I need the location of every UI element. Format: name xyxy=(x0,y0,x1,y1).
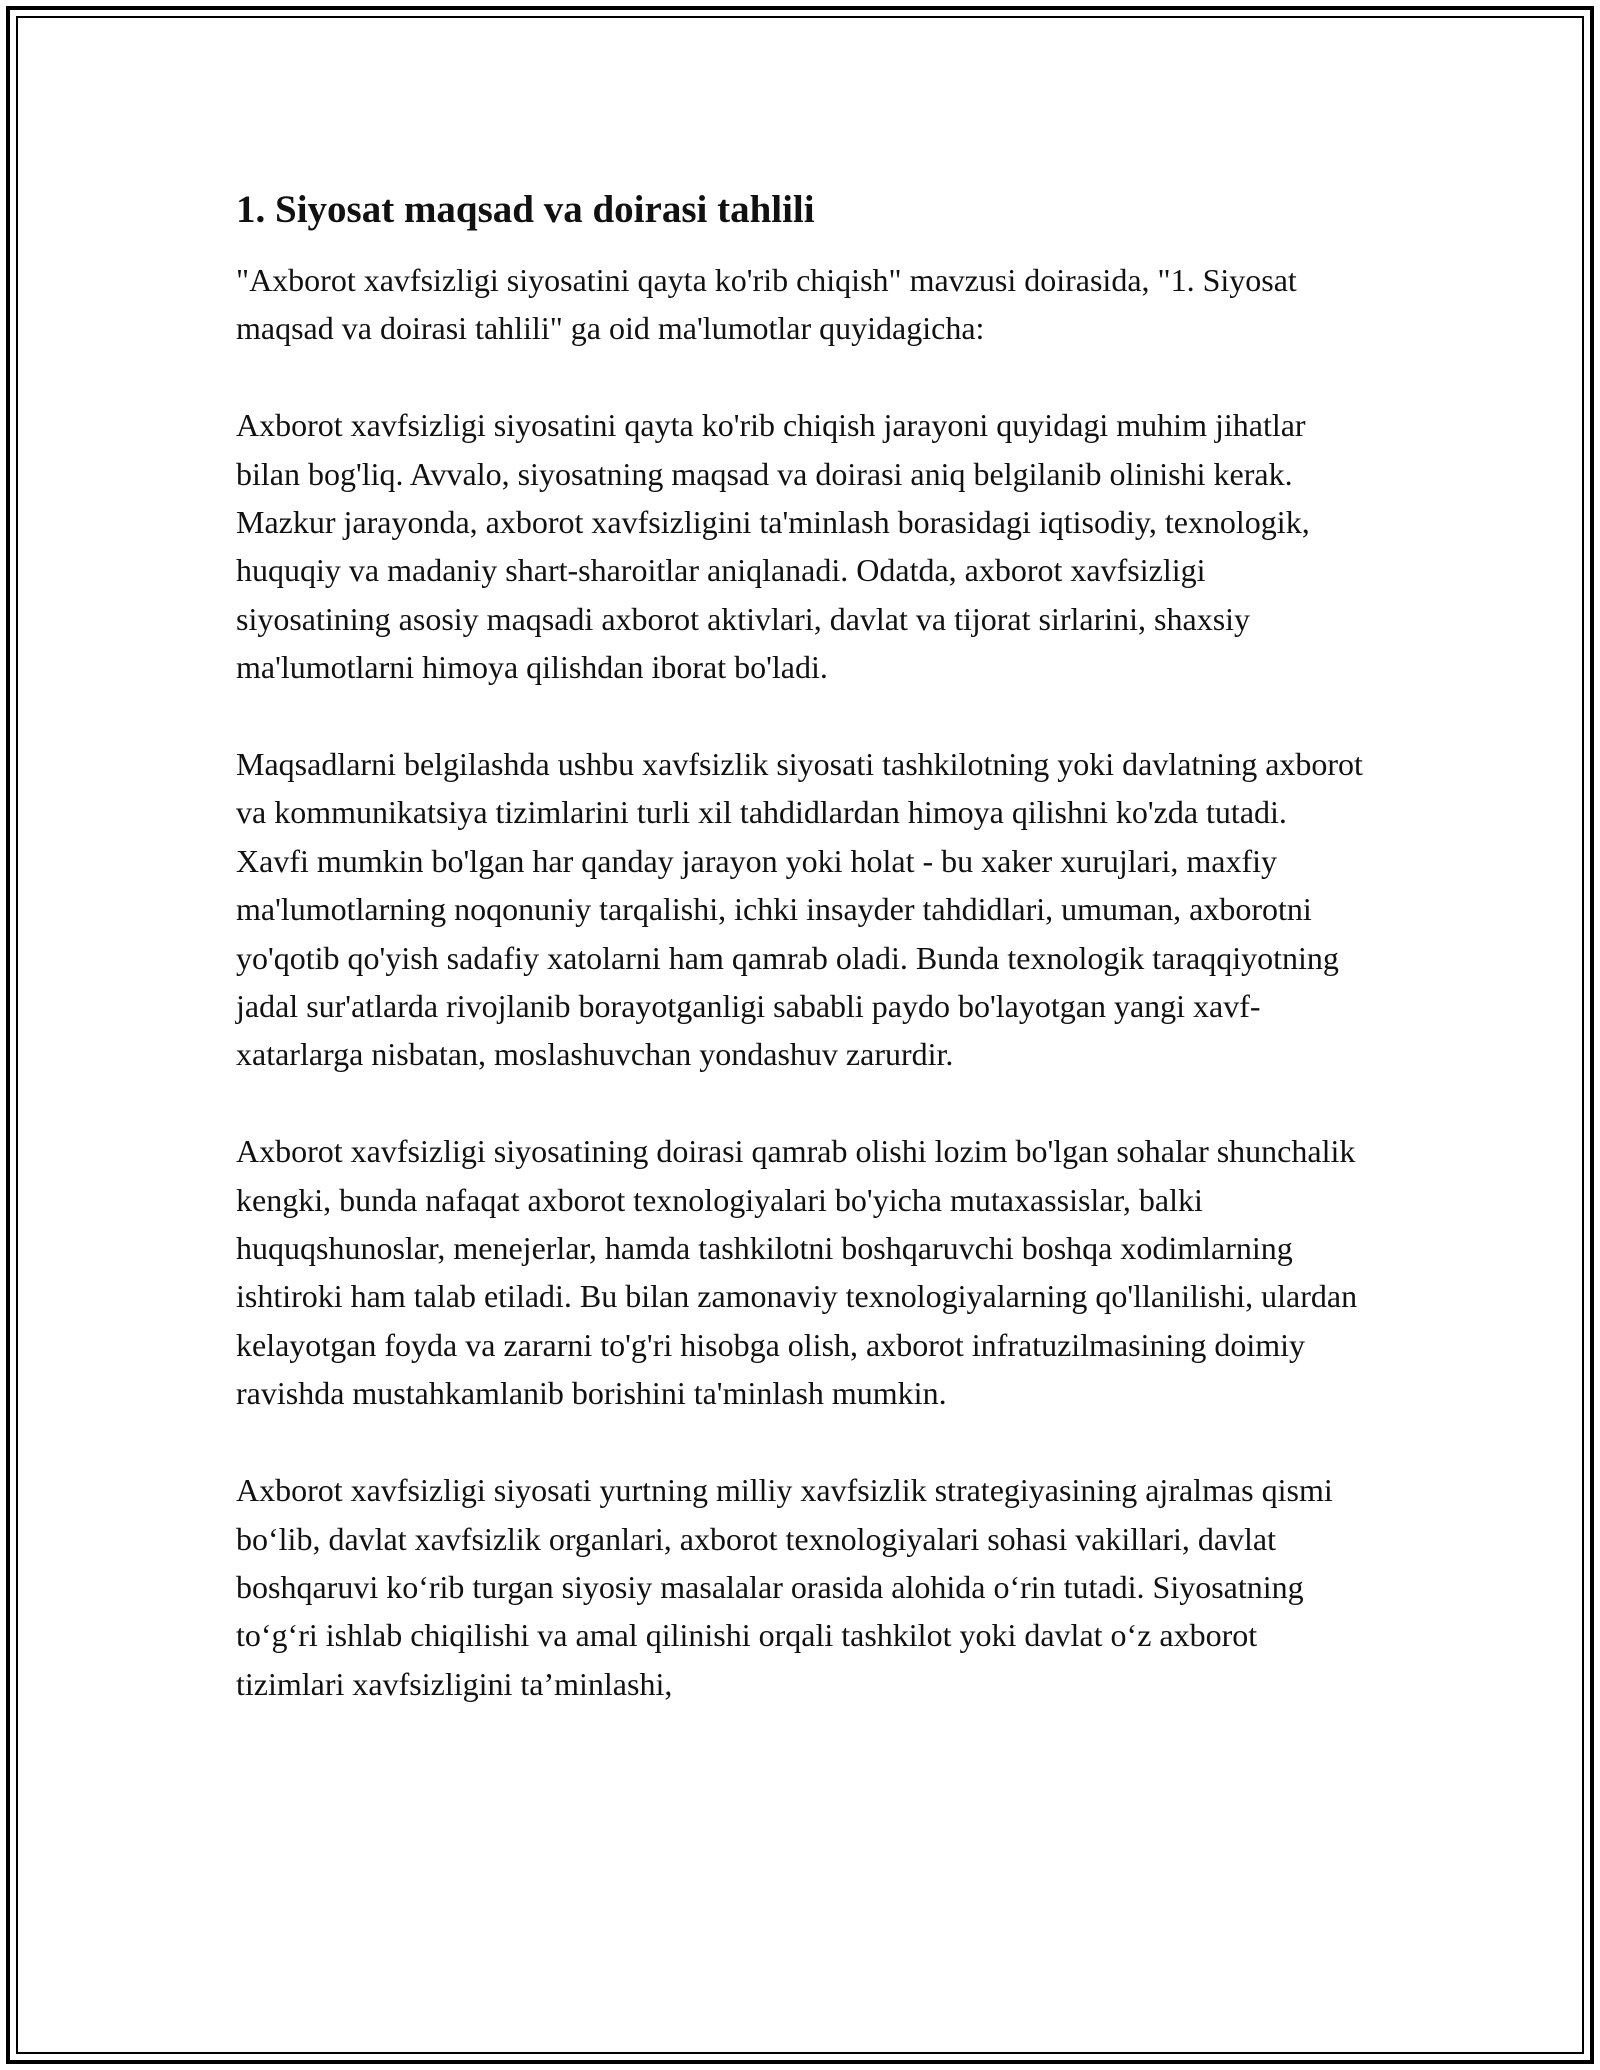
paragraph-3: Axborot xavfsizligi siyosatining doirasi qamrab olishi lozim bo'lgan sohalar shunchalik kengki, bunda nafaqat axborot texnologiyalari bo'yicha mutaxassislar, balki huquqshunoslar, menejerlar, hamda tashkilotni boshqaruvchi boshqa xodimlarning ishtiroki ham talab etiladi. Bu bilan zamonaviy texnologiyalarning qo'llanilishi, ulardan kelayotgan foyda va zararni to'g'ri hisobga olish, axborot infratuzilmasining doimiy ravishda mustahkamlanib borishini ta'minlash mumkin. xyxy=(236,1133,1358,1412)
paragraph-2: Maqsadlarni belgilashda ushbu xavfsizlik siyosati tashkilotning yoki davlatning axborot va kommunikatsiya tizimlarini turli xil tahdidlardan himoya qilishni ko'zda tutadi. Xavfi mumkin bo'lgan har qanday jarayon yoki holat - bu xaker xurujlari, maxfiy ma'lumotlarning noqonuniy tarqalishi, ichki insayder tahdidlari, umuman, axborotni yo'qotib qo'yish sadafiy xatolarni ham qamrab oladi. Bunda texnologik taraqqiyotning jadal sur'atlarda rivojlanib borayotganligi sababli paydo bo'layotgan yangi xavf-xatarlarga nisbatan, moslashuvchan yondashuv zarurdir. xyxy=(236,746,1363,1073)
document-body xyxy=(236,186,1366,1757)
paragraph-intro: "Axborot xavfsizligi siyosatini qayta ko'rib chiqish" mavzusi doirasida, "1. Siyosat maqsad va doirasi tahlili" ga oid ma'lumotlar quyidagicha: xyxy=(236,262,1297,347)
paragraph-4: Axborot xavfsizligi siyosati yurtning milliy xavfsizlik strategiyasining ajralmas qismi bo‘lib, davlat xavfsizlik organlari, axborot texnologiyalari sohasi vakillari, davlat boshqaruvi ko‘rib turgan siyosiy masalalar orasida alohida o‘rin tutadi. Siyosatning to‘g‘ri ishlab chiqilishi va amal qilinishi orqali tashkilot yoki davlat o‘z axborot tizimlari xavfsizligini ta’minlashi, xyxy=(236,1472,1333,1702)
section-heading: 1. Siyosat maqsad va doirasi tahlili xyxy=(236,188,815,231)
paragraph-1: Axborot xavfsizligi siyosatini qayta ko'rib chiqish jarayoni quyidagi muhim jihatlar bilan bog'liq. Avvalo, siyosatning maqsad va doirasi aniq belgilanib olinishi kerak. Mazkur jarayonda, axborot xavfsizligini ta'minlash borasidagi iqtisodiy, texnologik, huquqiy va madaniy shart-sharoitlar aniqlanadi. Odatda, axborot xavfsizligi siyosatining asosiy maqsadi axborot aktivlari, davlat va tijorat sirlarini, shaxsiy ma'lumotlarni himoya qilishdan iborat bo'ladi. xyxy=(236,407,1310,686)
